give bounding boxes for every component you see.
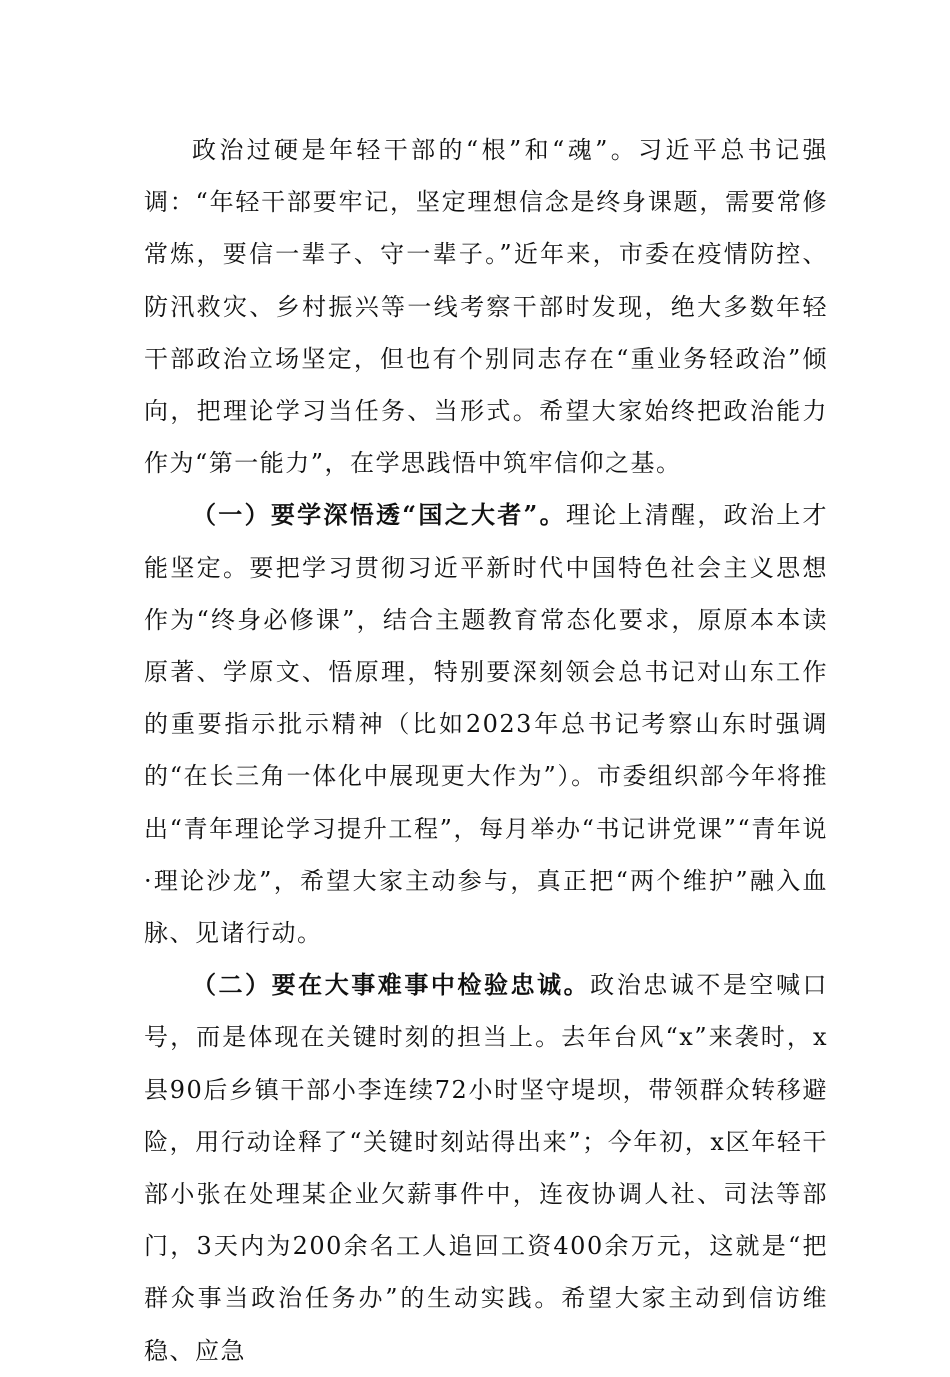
paragraph-lead: （一）要学深悟透“国之大者”。 xyxy=(192,500,566,530)
paragraph-text: 政治忠诚不是空喊口号，而是体现在关键时刻的担当上。去年台风“x”来袭时，x县90后乡镇干部小李连续72小时坚守堤坝，带领群众转移避险，用行动诠释了“关键时刻站得出来”；今年初，x区年轻干部小张在处理某企业欠薪事件中，连夜协调人社、司法等部门，3天内为200余名工人追回工资400余万元，这就是“把群众事当政治任务办”的生动实践。希望大家主动到信访维稳、应急 xyxy=(144,971,829,1365)
paragraph-intro xyxy=(144,124,828,489)
paragraph-section-2 xyxy=(144,959,828,1377)
body-text xyxy=(144,124,828,1377)
paragraph-section-1 xyxy=(144,489,828,959)
paragraph-lead: （二）要在大事难事中检验忠诚。 xyxy=(192,970,591,1000)
paragraph-text: 政治过硬是年轻干部的“根”和“魂”。习近平总书记强调：“年轻干部要牢记，坚定理想信念是终身课题，需要常修常炼，要信一辈子、守一辈子。”近年来，市委在疫情防控、防汛救灾、乡村振兴等一线考察干部时发现，绝大多数年轻干部政治立场坚定，但也有个别同志存在“重业务轻政治”倾向，把理论学习当任务、当形式。希望大家始终把政治能力作为“第一能力”，在学思践悟中筑牢信仰之基。 xyxy=(144,136,828,478)
paragraph-text: 理论上清醒，政治上才能坚定。要把学习贯彻习近平新时代中国特色社会主义思想作为“终身必修课”，结合主题教育常态化要求，原原本本读原著、学原文、悟原理，特别要深刻领会总书记对山东工作的重要指示批示精神（比如2023年总书记考察山东时强调的“在长三角一体化中展现更大作为”）。市委组织部今年将推出“青年理论学习提升工程”，每月举办“书记讲党课”“青年说·理论沙龙”，希望大家主动参与，真正把“两个维护”融入血脉、见诸行动。 xyxy=(144,501,829,948)
